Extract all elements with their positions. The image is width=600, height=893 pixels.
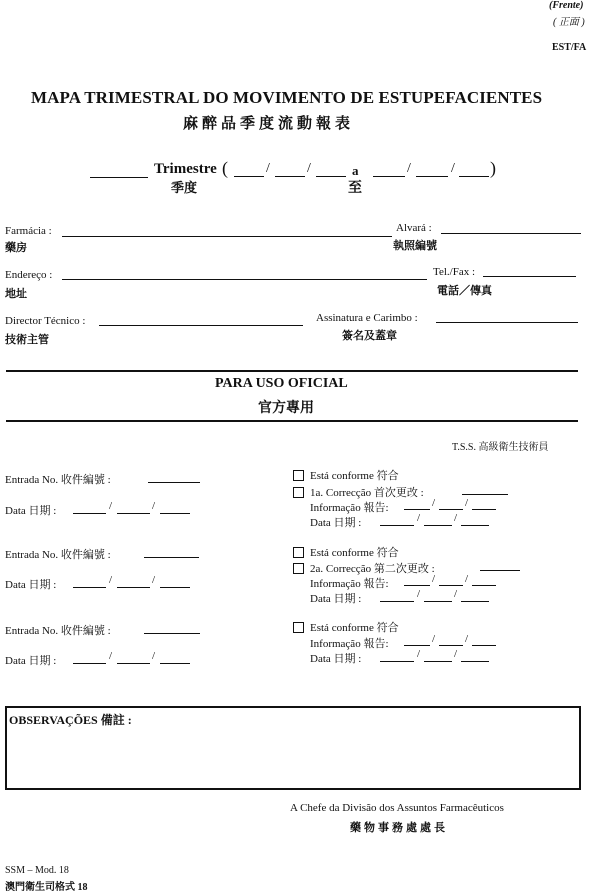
correccao-label: 1a. Correcção 首次更改 :: [310, 487, 424, 499]
entrada-label: Entrada No. 收件編號 :: [5, 625, 111, 637]
slash: /: [152, 500, 156, 512]
data-year-line[interactable]: [160, 513, 190, 514]
farmacia-input-line[interactable]: [62, 236, 392, 237]
tss-label: T.S.S. 高級衛生技術員: [452, 442, 549, 453]
conforme-label: Está conforme 符合: [310, 547, 399, 559]
trimestre-number-line[interactable]: [90, 177, 148, 178]
model-code-zh: 澳門衛生司格式 18: [5, 882, 88, 893]
data-right-day-line[interactable]: [380, 525, 414, 526]
director-label-zh: 技術主管: [5, 334, 49, 346]
from-day-line[interactable]: [234, 176, 264, 177]
from-month-line[interactable]: [275, 176, 305, 177]
slash: /: [454, 588, 458, 600]
slash: /: [109, 650, 113, 662]
entrada-label: Entrada No. 收件編號 :: [5, 474, 111, 486]
informacao-day-line[interactable]: [404, 645, 430, 646]
informacao-month-line[interactable]: [439, 645, 463, 646]
entrada-input-line[interactable]: [144, 633, 200, 634]
informacao-month-line[interactable]: [439, 585, 463, 586]
chefe-label-zh: 藥物事務處處長: [350, 822, 448, 834]
trimestre-label-zh: 季度: [171, 180, 198, 195]
data-day-line[interactable]: [73, 587, 106, 588]
data-day-line[interactable]: [73, 663, 106, 664]
title-chinese: 麻醉品季度流動報表: [183, 116, 355, 132]
slash: /: [109, 574, 113, 586]
data-month-line[interactable]: [117, 513, 150, 514]
correccao-checkbox[interactable]: [293, 563, 304, 574]
correccao-input-line[interactable]: [480, 570, 520, 571]
conforme-checkbox[interactable]: [293, 622, 304, 633]
conforme-label: Está conforme 符合: [310, 622, 399, 634]
slash: /: [432, 633, 436, 645]
slash: /: [152, 650, 156, 662]
data-right-month-line[interactable]: [424, 661, 452, 662]
data-right-year-line[interactable]: [461, 601, 489, 602]
conforme-checkbox[interactable]: [293, 547, 304, 558]
informacao-year-line[interactable]: [472, 509, 496, 510]
close-paren: ): [490, 158, 496, 178]
slash: /: [417, 588, 421, 600]
data-label: Data 日期 :: [5, 579, 57, 591]
slash: /: [407, 161, 411, 176]
data-year-line[interactable]: [160, 587, 190, 588]
telfax-label: Tel./Fax :: [433, 266, 476, 278]
official-title: PARA USO OFICIAL: [215, 376, 348, 391]
data-right-month-line[interactable]: [424, 525, 452, 526]
data-label: Data 日期 :: [5, 505, 57, 517]
to-month-line[interactable]: [416, 176, 448, 177]
alvara-input-line[interactable]: [441, 233, 581, 234]
director-input-line[interactable]: [99, 325, 303, 326]
telfax-label-zh: 電話／傳真: [437, 285, 492, 297]
correccao-label: 2a. Correcção 第二次更改 :: [310, 563, 435, 575]
informacao-year-line[interactable]: [472, 585, 496, 586]
alvara-label-zh: 執照編號: [393, 240, 437, 252]
slash: /: [109, 500, 113, 512]
form-code: EST/FA: [552, 42, 587, 53]
data-right-day-line[interactable]: [380, 661, 414, 662]
endereco-label: Endereço :: [5, 269, 53, 281]
entrada-label: Entrada No. 收件編號 :: [5, 549, 111, 561]
assinatura-label-zh: 簽名及蓋章: [342, 330, 397, 342]
frente-label: (Frente): [549, 0, 584, 11]
correccao-input-line[interactable]: [462, 494, 508, 495]
informacao-month-line[interactable]: [439, 509, 463, 510]
data-day-line[interactable]: [73, 513, 106, 514]
slash: /: [465, 573, 469, 585]
informacao-label: Informação 報告:: [310, 638, 389, 650]
informacao-day-line[interactable]: [404, 585, 430, 586]
slash: /: [465, 633, 469, 645]
endereco-label-zh: 地址: [5, 288, 27, 300]
data-right-month-line[interactable]: [424, 601, 452, 602]
title-portuguese: MAPA TRIMESTRAL DO MOVIMENTO DE ESTUPEFACIENTES: [31, 88, 543, 107]
director-label: Director Técnico :: [5, 315, 86, 327]
slash: /: [465, 497, 469, 509]
slash: /: [266, 161, 270, 176]
slash: /: [152, 574, 156, 586]
observacoes-label: OBSERVAÇÕES 備註 :: [9, 713, 132, 727]
alvara-label: Alvará :: [396, 222, 432, 234]
frente-label-zh: ( 正面 ): [553, 17, 585, 28]
data-right-label: Data 日期 :: [310, 517, 362, 529]
data-year-line[interactable]: [160, 663, 190, 664]
official-title-zh: 官方專用: [258, 401, 314, 416]
to-day-line[interactable]: [373, 176, 405, 177]
slash: /: [307, 161, 311, 176]
data-right-year-line[interactable]: [461, 661, 489, 662]
conforme-checkbox[interactable]: [293, 470, 304, 481]
section-rule-bottom: [6, 420, 578, 422]
endereco-input-line[interactable]: [62, 279, 427, 280]
assinatura-input-line[interactable]: [436, 322, 578, 323]
slash: /: [451, 161, 455, 176]
slash: /: [417, 648, 421, 660]
entrada-input-line[interactable]: [144, 557, 199, 558]
farmacia-label-zh: 藥房: [5, 242, 27, 254]
slash: /: [454, 648, 458, 660]
slash: /: [417, 512, 421, 524]
informacao-label: Informação 報告:: [310, 578, 389, 590]
correccao-checkbox[interactable]: [293, 487, 304, 498]
entrada-input-line[interactable]: [148, 482, 200, 483]
observacoes-box[interactable]: [5, 706, 581, 790]
conforme-label: Está conforme 符合: [310, 470, 399, 482]
data-month-line[interactable]: [117, 587, 150, 588]
telfax-input-line[interactable]: [483, 276, 576, 277]
section-rule-top: [6, 370, 578, 372]
data-right-day-line[interactable]: [380, 601, 414, 602]
data-month-line[interactable]: [117, 663, 150, 664]
farmacia-label: Farmácia :: [5, 225, 52, 237]
informacao-day-line[interactable]: [404, 509, 430, 510]
slash: /: [454, 512, 458, 524]
data-label: Data 日期 :: [5, 655, 57, 667]
slash: /: [432, 497, 436, 509]
slash: /: [432, 573, 436, 585]
trimestre-label: Trimestre: [154, 161, 217, 177]
data-right-label: Data 日期 :: [310, 653, 362, 665]
assinatura-label: Assinatura e Carimbo :: [316, 312, 418, 324]
from-year-line[interactable]: [316, 176, 346, 177]
model-code: SSM – Mod. 18: [5, 865, 69, 876]
to-label: a: [352, 163, 359, 178]
to-label-zh: 至: [348, 181, 362, 196]
data-right-label: Data 日期 :: [310, 593, 362, 605]
informacao-year-line[interactable]: [472, 645, 496, 646]
data-right-year-line[interactable]: [461, 525, 489, 526]
open-paren: (: [222, 158, 228, 178]
chefe-label: A Chefe da Divisão dos Assuntos Farmacêuticos: [290, 802, 504, 814]
to-year-line[interactable]: [459, 176, 489, 177]
informacao-label: Informação 報告:: [310, 502, 389, 514]
